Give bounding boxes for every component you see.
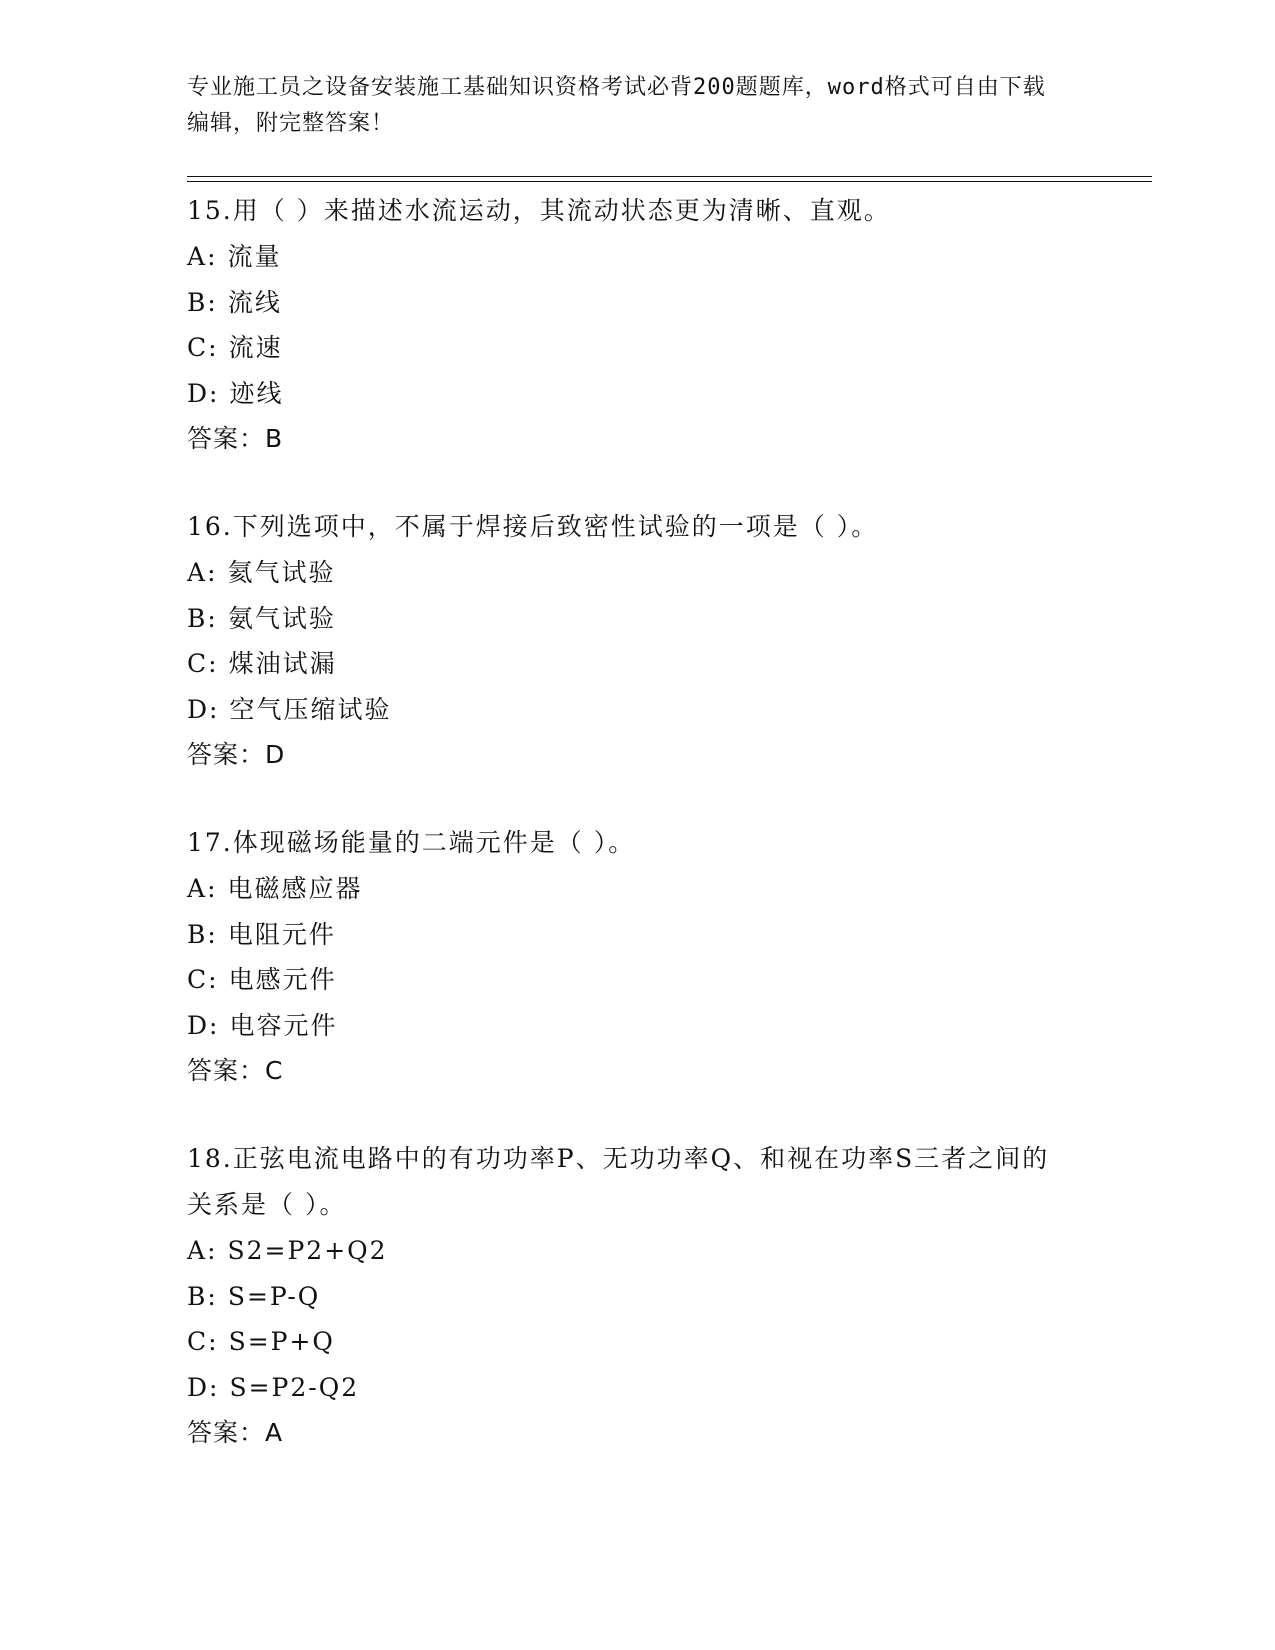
option-a: A: S2=P2+Q2 (187, 1236, 388, 1265)
option-letter: C (187, 1327, 209, 1356)
option-letter: D (187, 694, 210, 724)
option-letter: D (187, 1372, 210, 1402)
option-text: 电阻元件 (227, 919, 336, 949)
question-stem: 18.正弦电流电路中的有功功率P、无功功率Q、和视在功率S三者之间的关系是（ ）。 (187, 1144, 1050, 1219)
option-text: S=P+Q (228, 1327, 335, 1356)
option-letter: A (187, 1236, 208, 1265)
option-text: 流线 (227, 287, 282, 317)
answer-line (187, 416, 1087, 462)
option-a: A: 电磁感应器 (187, 874, 363, 903)
question-16 (187, 504, 1087, 778)
option-b: B: 电阻元件 (187, 919, 336, 949)
option-d: D: 迹线 (187, 378, 284, 408)
option-a: A: 氦气试验 (187, 558, 336, 587)
option-text: 电磁感应器 (227, 874, 363, 903)
option-d: D: 空气压缩试验 (187, 694, 392, 724)
question-stem: 15.用（ ）来描述水流运动，其流动状态更为清晰、直观。 (187, 196, 891, 225)
answer-label: 答案： (187, 1418, 266, 1447)
option-letter: A (187, 874, 208, 903)
option-a: A: 流量 (187, 242, 282, 271)
option-text: 氦气试验 (227, 558, 336, 587)
document-header: 专业施工员之设备安装施工基础知识资格考试必背200题题库，word格式可自由下载编辑，附完整答案！ (187, 75, 1046, 136)
option-letter: C (187, 649, 209, 678)
answer-value: C (265, 1056, 284, 1085)
header-divider-bottom (187, 181, 1152, 182)
option-text: 煤油试漏 (228, 649, 337, 678)
option-c: C: S=P+Q (187, 1327, 335, 1356)
option-text: 电容元件 (229, 1010, 338, 1040)
option-letter: B (187, 919, 208, 949)
answer-value: B (265, 424, 284, 453)
option-text: 空气压缩试验 (229, 694, 392, 724)
answer-value: A (265, 1418, 284, 1447)
option-text: S=P-Q (227, 1281, 321, 1311)
option-text: 迹线 (229, 378, 284, 408)
answer-label: 答案： (187, 740, 266, 769)
option-b: B: S=P-Q (187, 1281, 321, 1311)
option-letter: B (187, 287, 208, 317)
option-text: 流量 (227, 242, 282, 271)
option-d: D: 电容元件 (187, 1010, 338, 1040)
option-text: 电感元件 (228, 965, 337, 994)
option-text: S=P2-Q2 (229, 1372, 360, 1402)
answer-label: 答案： (187, 424, 266, 453)
option-letter: B (187, 603, 208, 633)
option-letter: A (187, 558, 208, 587)
option-c: C: 电感元件 (187, 965, 337, 994)
option-letter: D (187, 378, 210, 408)
answer-value: D (265, 740, 286, 769)
answer-line (187, 732, 1087, 778)
header-divider-top (187, 176, 1152, 177)
answer-label: 答案： (187, 1056, 266, 1085)
option-text: 氨气试验 (227, 603, 336, 633)
option-letter: B (187, 1281, 208, 1311)
question-stem: 16.下列选项中，不属于焊接后致密性试验的一项是（ ）。 (187, 512, 879, 541)
option-b: B: 流线 (187, 287, 282, 317)
option-c: C: 流速 (187, 333, 283, 362)
option-text: 流速 (228, 333, 283, 362)
option-letter: A (187, 242, 208, 271)
option-letter: C (187, 965, 209, 994)
answer-line (187, 1410, 1087, 1456)
option-letter: C (187, 333, 209, 362)
option-d: D: S=P2-Q2 (187, 1372, 360, 1402)
option-b: B: 氨气试验 (187, 603, 336, 633)
question-stem: 17.体现磁场能量的二端元件是（ ）。 (187, 828, 636, 857)
answer-line (187, 1048, 1087, 1094)
question-17 (187, 820, 1087, 1094)
question-list (187, 188, 1087, 1498)
option-letter: D (187, 1010, 210, 1040)
question-18 (187, 1136, 1087, 1456)
question-15 (187, 188, 1087, 462)
option-c: C: 煤油试漏 (187, 649, 337, 678)
option-text: S2=P2+Q2 (227, 1236, 388, 1265)
